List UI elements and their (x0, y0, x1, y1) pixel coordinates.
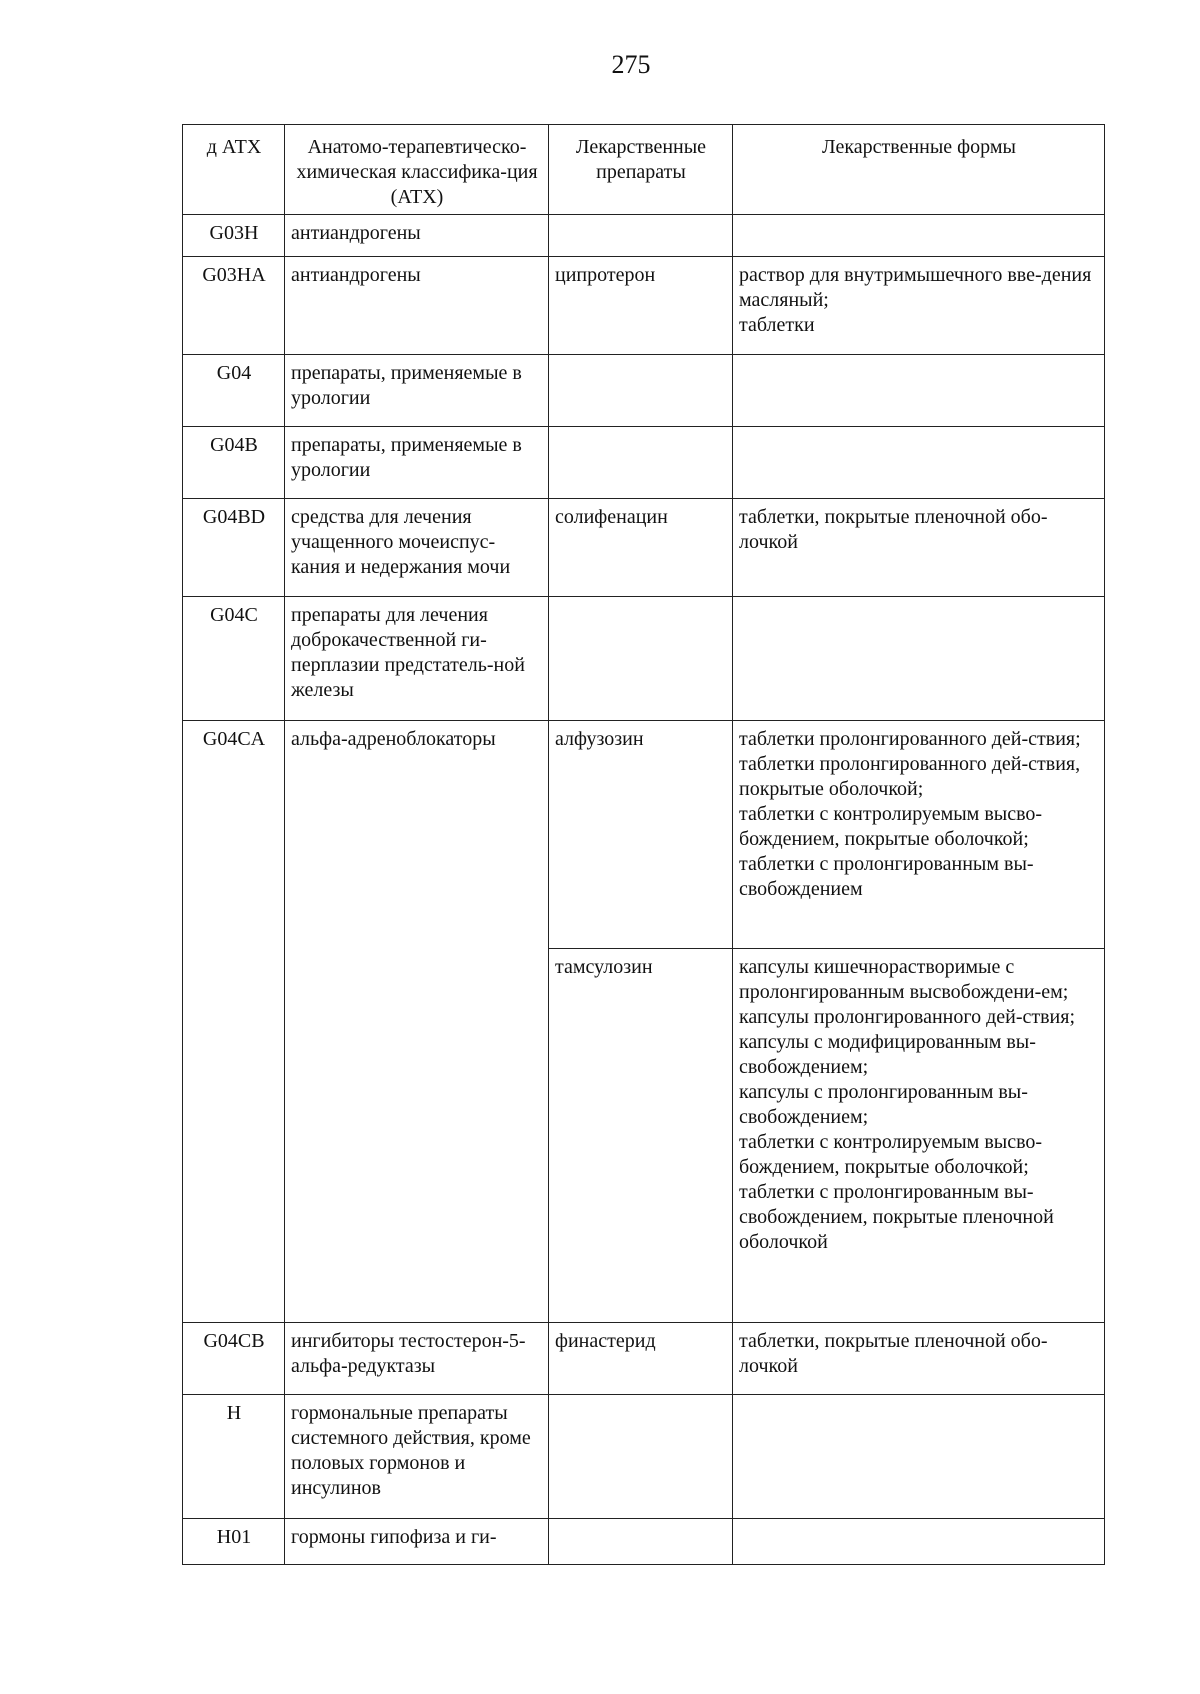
atx-code-cell: G04B (183, 427, 285, 499)
dosage-form: таблетки пролонгированного дей-ствия, покрытые оболочкой; (739, 753, 1081, 800)
dosage-form: таблетки пролонгированного дей-ствия; (739, 728, 1081, 750)
dosage-form: капсулы пролонгированного дей-ствия; (739, 1006, 1076, 1028)
dosage-form: капсулы с модифицированным вы-свобождением; (739, 1031, 1036, 1078)
forms-cell (733, 949, 1105, 1323)
dosage-form: таблетки, покрытые пленочной обо-лочкой (739, 506, 1048, 553)
drug-cell (549, 1395, 733, 1519)
forms-cell (733, 257, 1105, 355)
classification-cell: средства для лечения учащенного мочеиспус-кания и недержания мочи (285, 499, 549, 597)
dosage-form: таблетки с пролонгированным вы-свобождением (739, 853, 1034, 900)
drug-cell: солифенацин (549, 499, 733, 597)
dosage-form: таблетки с контролируемым высво-бождением, покрытые оболочкой; (739, 1131, 1043, 1178)
forms-cell (733, 721, 1105, 949)
dosage-form: раствор для внутримышечного вве-дения масляный; (739, 264, 1092, 311)
forms-cell (733, 499, 1105, 597)
table-row (183, 257, 1105, 355)
drug-cell (549, 427, 733, 499)
drug-cell (549, 597, 733, 721)
classification-cell: антиандрогены (285, 215, 549, 257)
dosage-form: таблетки с пролонгированным вы-свобождением, покрытые пленочной оболочкой (739, 1181, 1054, 1253)
drug-cell: тамсулозин (549, 949, 733, 1323)
classification-cell: препараты, применяемые в урологии (285, 427, 549, 499)
drug-cell (549, 1519, 733, 1565)
table-row (183, 215, 1105, 257)
dosage-form: таблетки с контролируемым высво-бождением, покрытые оболочкой; (739, 803, 1043, 850)
table-row (183, 427, 1105, 499)
dosage-form: таблетки, покрытые пленочной обо-лочкой (739, 1330, 1048, 1377)
drug-cell: финастерид (549, 1323, 733, 1395)
forms-cell (733, 215, 1105, 257)
forms-cell (733, 427, 1105, 499)
forms-cell (733, 1395, 1105, 1519)
classification-cell: гормоны гипофиза и ги- (285, 1519, 549, 1565)
classification-cell: альфа-адреноблокаторы (285, 721, 549, 1323)
classification-cell: ингибиторы тестостерон-5-альфа-редуктазы (285, 1323, 549, 1395)
dosage-form: капсулы с пролонгированным вы-свобождением; (739, 1081, 1028, 1128)
classification-cell: препараты, применяемые в урологии (285, 355, 549, 427)
atx-code-cell: H01 (183, 1519, 285, 1565)
classification-cell: антиандрогены (285, 257, 549, 355)
atx-code-cell: G04 (183, 355, 285, 427)
atx-code-cell: G04BD (183, 499, 285, 597)
dosage-form: таблетки (739, 314, 815, 336)
drug-cell (549, 215, 733, 257)
table-row (183, 1395, 1105, 1519)
table-row (183, 1323, 1105, 1395)
classification-cell: препараты для лечения доброкачественной ги-перплазии предстатель-ной железы (285, 597, 549, 721)
table-row (183, 355, 1105, 427)
header-atx-classification: Анатомо-терапевтическо-химическая классифика-ция (АТХ) (285, 125, 549, 215)
drug-cell: ципротерон (549, 257, 733, 355)
atx-code-cell: G03H (183, 215, 285, 257)
dosage-form: капсулы кишечнорастворимые с пролонгированным высвобождени-ем; (739, 956, 1069, 1003)
drug-cell: алфузозин (549, 721, 733, 949)
atx-code-cell: G03HA (183, 257, 285, 355)
table-row (183, 499, 1105, 597)
forms-cell (733, 597, 1105, 721)
atx-code-cell: H (183, 1395, 285, 1519)
atx-drug-table (182, 124, 1105, 1565)
table-row (183, 721, 1105, 949)
atx-code-cell: G04CA (183, 721, 285, 1323)
classification-cell: гормональные препараты системного действия, кроме половых гормонов и инсулинов (285, 1395, 549, 1519)
header-atx-code: д АТХ (183, 125, 285, 215)
drug-cell (549, 355, 733, 427)
atx-code-cell: G04C (183, 597, 285, 721)
table-header-row (183, 125, 1105, 215)
forms-cell (733, 1323, 1105, 1395)
table-row (183, 597, 1105, 721)
atx-code-cell: G04CB (183, 1323, 285, 1395)
header-drugs: Лекарственные препараты (549, 125, 733, 215)
forms-cell (733, 1519, 1105, 1565)
table-row (183, 1519, 1105, 1565)
page-number: 275 (611, 50, 651, 79)
header-dosage-forms: Лекарственные формы (733, 125, 1105, 215)
forms-cell (733, 355, 1105, 427)
